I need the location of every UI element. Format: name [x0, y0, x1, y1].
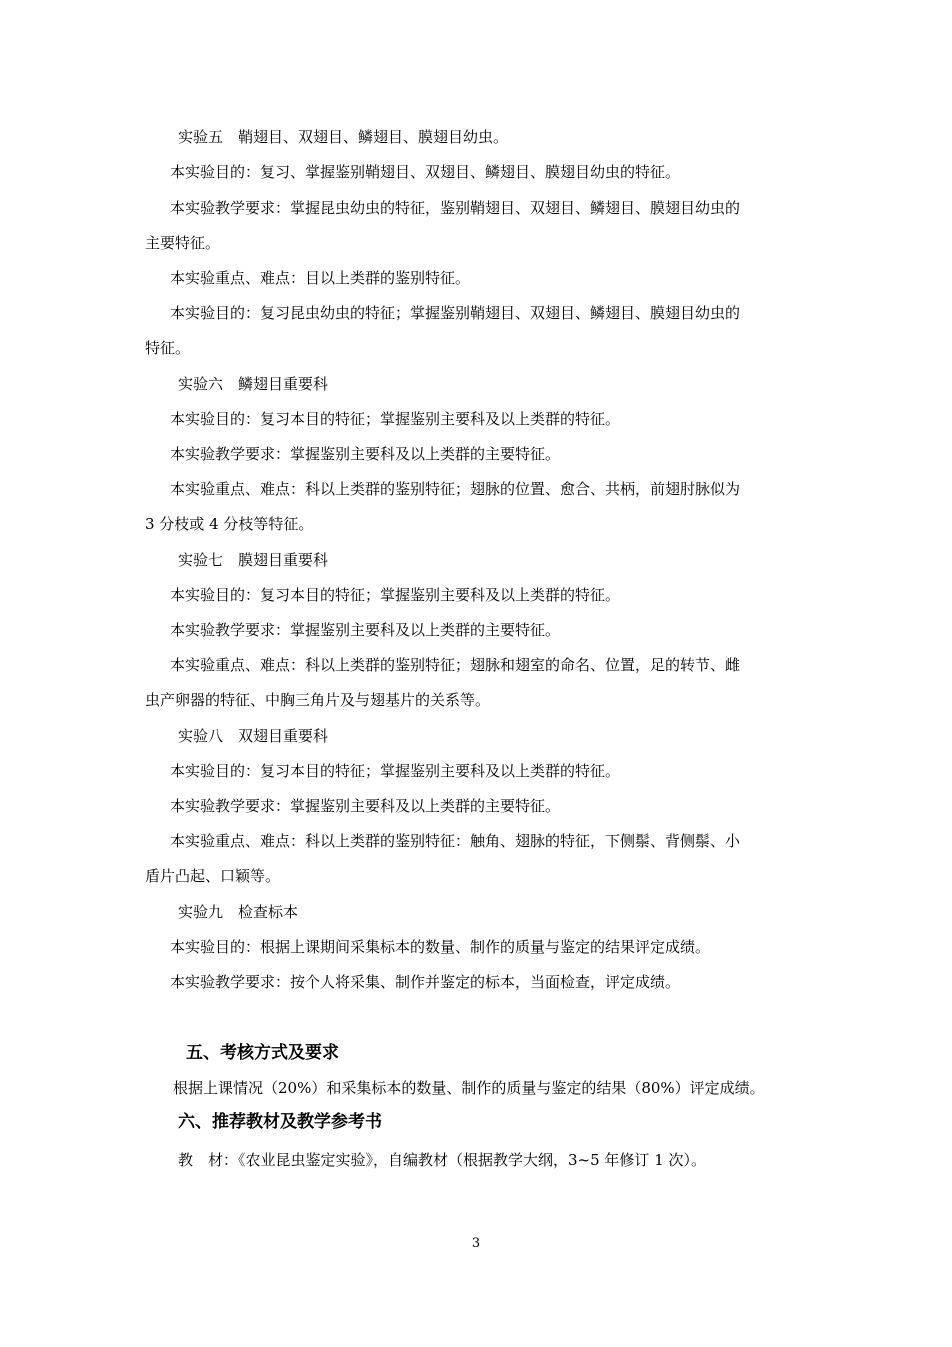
experiment-5-title: 实验五 鞘翅目、双翅目、鳞翅目、膜翅目幼虫。	[178, 128, 509, 146]
page-number: 3	[471, 1236, 481, 1251]
experiment-6-title: 实验六 鳞翅目重要科	[178, 375, 329, 393]
experiment-5-purpose-2-cont: 特征。	[145, 339, 191, 357]
experiment-7-keypoints-cont: 虫产卵器的特征、中胸三角片及与翅基片的关系等。	[145, 691, 491, 709]
experiment-6-keypoints: 本实验重点、难点：科以上类群的鉴别特征；翅脉的位置、愈合、共柄，前翅肘脉似为	[170, 480, 741, 498]
experiment-7-requirement: 本实验教学要求：掌握鉴别主要科及以上类群的主要特征。	[170, 621, 561, 639]
experiment-7-keypoints: 本实验重点、难点：科以上类群的鉴别特征；翅脉和翅室的命名、位置，足的转节、雌	[170, 656, 741, 674]
section-5-text: 根据上课情况（20%）和采集标本的数量、制作的质量与鉴定的结果（80%）评定成绩。	[173, 1079, 765, 1097]
experiment-9-title: 实验九 检查标本	[178, 903, 299, 921]
experiment-7-title: 实验七 膜翅目重要科	[178, 551, 329, 569]
experiment-5-requirement-cont: 主要特征。	[145, 234, 221, 252]
experiment-8-title: 实验八 双翅目重要科	[178, 727, 329, 745]
experiment-6-purpose: 本实验目的：复习本目的特征；掌握鉴别主要科及以上类群的特征。	[170, 410, 621, 428]
experiment-9-requirement: 本实验教学要求：按个人将采集、制作并鉴定的标本，当面检查，评定成绩。	[170, 973, 681, 991]
section-6-text: 教 材：《农业昆虫鉴定实验》，自编教材（根据教学大纲，3~5 年修订 1 次）。	[178, 1151, 707, 1169]
experiment-8-keypoints: 本实验重点、难点：科以上类群的鉴别特征：触角、翅脉的特征，下侧鬃、背侧鬃、小	[170, 832, 741, 850]
experiment-6-requirement: 本实验教学要求：掌握鉴别主要科及以上类群的主要特征。	[170, 445, 561, 463]
experiment-8-keypoints-cont: 盾片凸起、口颖等。	[145, 867, 281, 885]
experiment-5-purpose: 本实验目的：复习、掌握鉴别鞘翅目、双翅目、鳞翅目、膜翅目幼虫的特征。	[170, 163, 681, 181]
experiment-5-keypoints: 本实验重点、难点：目以上类群的鉴别特征。	[170, 269, 471, 287]
experiment-9-purpose: 本实验目的：根据上课期间采集标本的数量、制作的质量与鉴定的结果评定成绩。	[170, 938, 711, 956]
experiment-5-purpose-2: 本实验目的：复习昆虫幼虫的特征；掌握鉴别鞘翅目、双翅目、鳞翅目、膜翅目幼虫的	[170, 304, 741, 322]
experiment-7-purpose: 本实验目的：复习本目的特征；掌握鉴别主要科及以上类群的特征。	[170, 586, 621, 604]
section-5-heading: 五、考核方式及要求	[186, 1043, 339, 1063]
experiment-8-purpose: 本实验目的：复习本目的特征；掌握鉴别主要科及以上类群的特征。	[170, 762, 621, 780]
experiment-6-keypoints-cont: 3 分枝或 4 分枝等特征。	[145, 515, 314, 533]
experiment-5-requirement: 本实验教学要求：掌握昆虫幼虫的特征，鉴别鞘翅目、双翅目、鳞翅目、膜翅目幼虫的	[170, 199, 741, 217]
experiment-8-requirement: 本实验教学要求：掌握鉴别主要科及以上类群的主要特征。	[170, 797, 561, 815]
section-6-heading: 六、推荐教材及教学参考书	[178, 1112, 382, 1132]
